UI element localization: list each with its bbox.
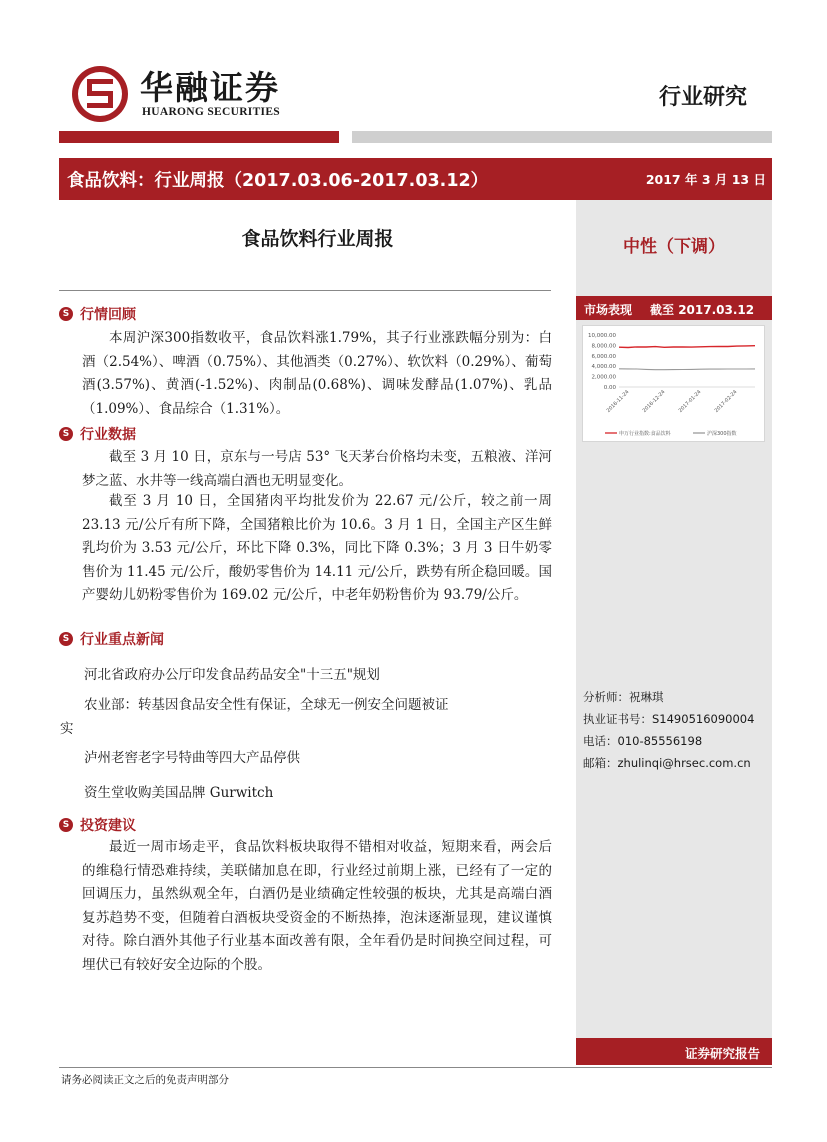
- section-news-heading: [59, 630, 164, 648]
- rating: 中性（下调）: [623, 237, 725, 257]
- title-divider: [59, 290, 551, 291]
- huarong-logo-icon: [70, 64, 130, 124]
- circle-s-icon: S: [59, 818, 73, 832]
- news-item: 河北省政府办公厅印发食品药品安全"十三五"规划: [84, 667, 380, 683]
- market-as-of: 截至 2017.03.12: [650, 303, 755, 317]
- y-tick-label: 2,000.00: [591, 374, 616, 381]
- review-paragraph: 本周沪深300指数收平，食品饮料涨1.79%，其子行业涨跌幅分别为：白酒（2.54%）、啤酒（0.75%）、其他酒类（0.27%）、软饮料（0.29%）、葡萄酒(3.57%)、黄酒(-1.52%)、肉制品(0.68%)、调味发酵品(1.07%)、乳品（1.09%）、食品综合（1.31%）。: [82, 330, 552, 417]
- section-title: 投资建议: [80, 818, 136, 834]
- x-tick-label: 2017-01-24: [677, 389, 703, 414]
- report-type: 行业研究: [658, 85, 747, 110]
- data-paragraph-1: 截至 3 月 10 日，京东与一号店 53° 飞天茅台价格均未变，五粮液、洋河梦之蓝、水井等一线高端白酒也无明显变化。: [82, 449, 552, 489]
- circle-s-icon: S: [59, 632, 73, 646]
- legend-label: 申万行业指数:食品饮料: [619, 431, 671, 437]
- advice-paragraph: 最近一周市场走平，食品饮料板块取得不错相对收益，短期来看，两会后的维稳行情恐难持续，美联储加息在即，行业经过前期上涨，已经有了一定的回调压力，虽然纵观全年，白酒仍是业绩确定性较强的板块，尤其是高端白酒复苏趋势不变，但随着白酒板块受资金的不断热捧，泡沫逐渐显现，建议谨慎对待。除白酒外其他子行业基本面改善有限，全年看仍是时间换空间过程，可埋伏已有较好安全边际的个股。: [82, 839, 552, 973]
- report-title: 食品饮料：行业周报（2017.03.06-2017.03.12）: [67, 171, 489, 191]
- section-title: 行情回顾: [80, 307, 136, 323]
- circle-s-icon: S: [59, 307, 73, 321]
- section-advice-heading: [59, 816, 136, 834]
- report-label-bar: 证券研究报告: [576, 1038, 772, 1065]
- analyst-name: 分析师：祝琳琪: [583, 690, 664, 704]
- news-item: 资生堂收购美国品牌 Gurwitch: [84, 785, 274, 801]
- data-paragraph-2: 截至 3 月 10 日，全国猪肉平均批发价为 22.67 元/公斤，较之前一周 23.13 元/公斤有所下降，全国猪粮比价为 10.6。3 月 1 日，全国主产区生鲜乳均价为 3.53 元/公斤，环比下降 0.3%，同比下降 0.3%；3 月 3 日牛奶零售价为 11.45 元/公斤，酸奶零售价为 14.11 元/公斤，跌势有所企稳回暖。国产婴幼儿奶粉零售价为 169.02 元/公斤，中老年奶粉售价为 93.79/公斤。: [82, 493, 552, 603]
- y-tick-label: 8,000.00: [591, 343, 616, 350]
- section-title: 行业重点新闻: [80, 632, 164, 648]
- x-tick-label: 2016-11-24: [605, 389, 631, 414]
- analyst-info: [583, 688, 773, 776]
- brand-name-cn: 华融证券: [140, 68, 280, 107]
- section-review-heading: [59, 305, 136, 323]
- market-chart: [582, 325, 765, 442]
- news-item: 泸州老窖老字号特曲等四大产品停供: [84, 750, 300, 766]
- section-data-heading: [59, 425, 136, 443]
- analyst-phone: 电话：010-85556198: [583, 734, 703, 748]
- section-title: 行业数据: [80, 427, 136, 443]
- disclaimer: 请务必阅读正文之后的免责声明部分: [61, 1074, 229, 1086]
- series-line: [619, 369, 755, 370]
- series-line: [619, 346, 755, 348]
- document-title: 食品饮料行业周报: [241, 228, 394, 250]
- news-item: 农业部：转基因食品安全性有保证，全球无一例安全问题被证: [84, 697, 449, 713]
- market-performance-bar: [576, 296, 772, 320]
- legend-label: 沪深300指数: [707, 431, 737, 437]
- x-tick-label: 2017-02-24: [713, 389, 739, 414]
- circle-s-icon: S: [59, 427, 73, 441]
- analyst-license: 执业证书号：S1490516090004: [583, 712, 755, 726]
- footer-divider: [59, 1067, 772, 1068]
- x-tick-label: 2016-12-24: [641, 389, 667, 414]
- header-stripe-red: [59, 131, 339, 143]
- title-bar: [59, 158, 772, 200]
- news-item-wrap: 实: [60, 721, 74, 737]
- market-label: 市场表现: [584, 303, 633, 317]
- brand-name-en: HUARONG SECURITIES: [142, 106, 280, 118]
- market-chart-svg: [583, 326, 766, 443]
- analyst-email[interactable]: 邮箱：zhulinqi@hrsec.com.cn: [583, 756, 751, 770]
- y-tick-label: 0.00: [603, 385, 616, 391]
- y-tick-label: 4,000.00: [591, 364, 616, 371]
- y-tick-label: 10,000.00: [588, 333, 616, 339]
- y-tick-label: 6,000.00: [591, 353, 616, 360]
- report-date: 2017 年 3 月 13 日: [645, 172, 766, 187]
- header-stripe-gray: [352, 131, 772, 143]
